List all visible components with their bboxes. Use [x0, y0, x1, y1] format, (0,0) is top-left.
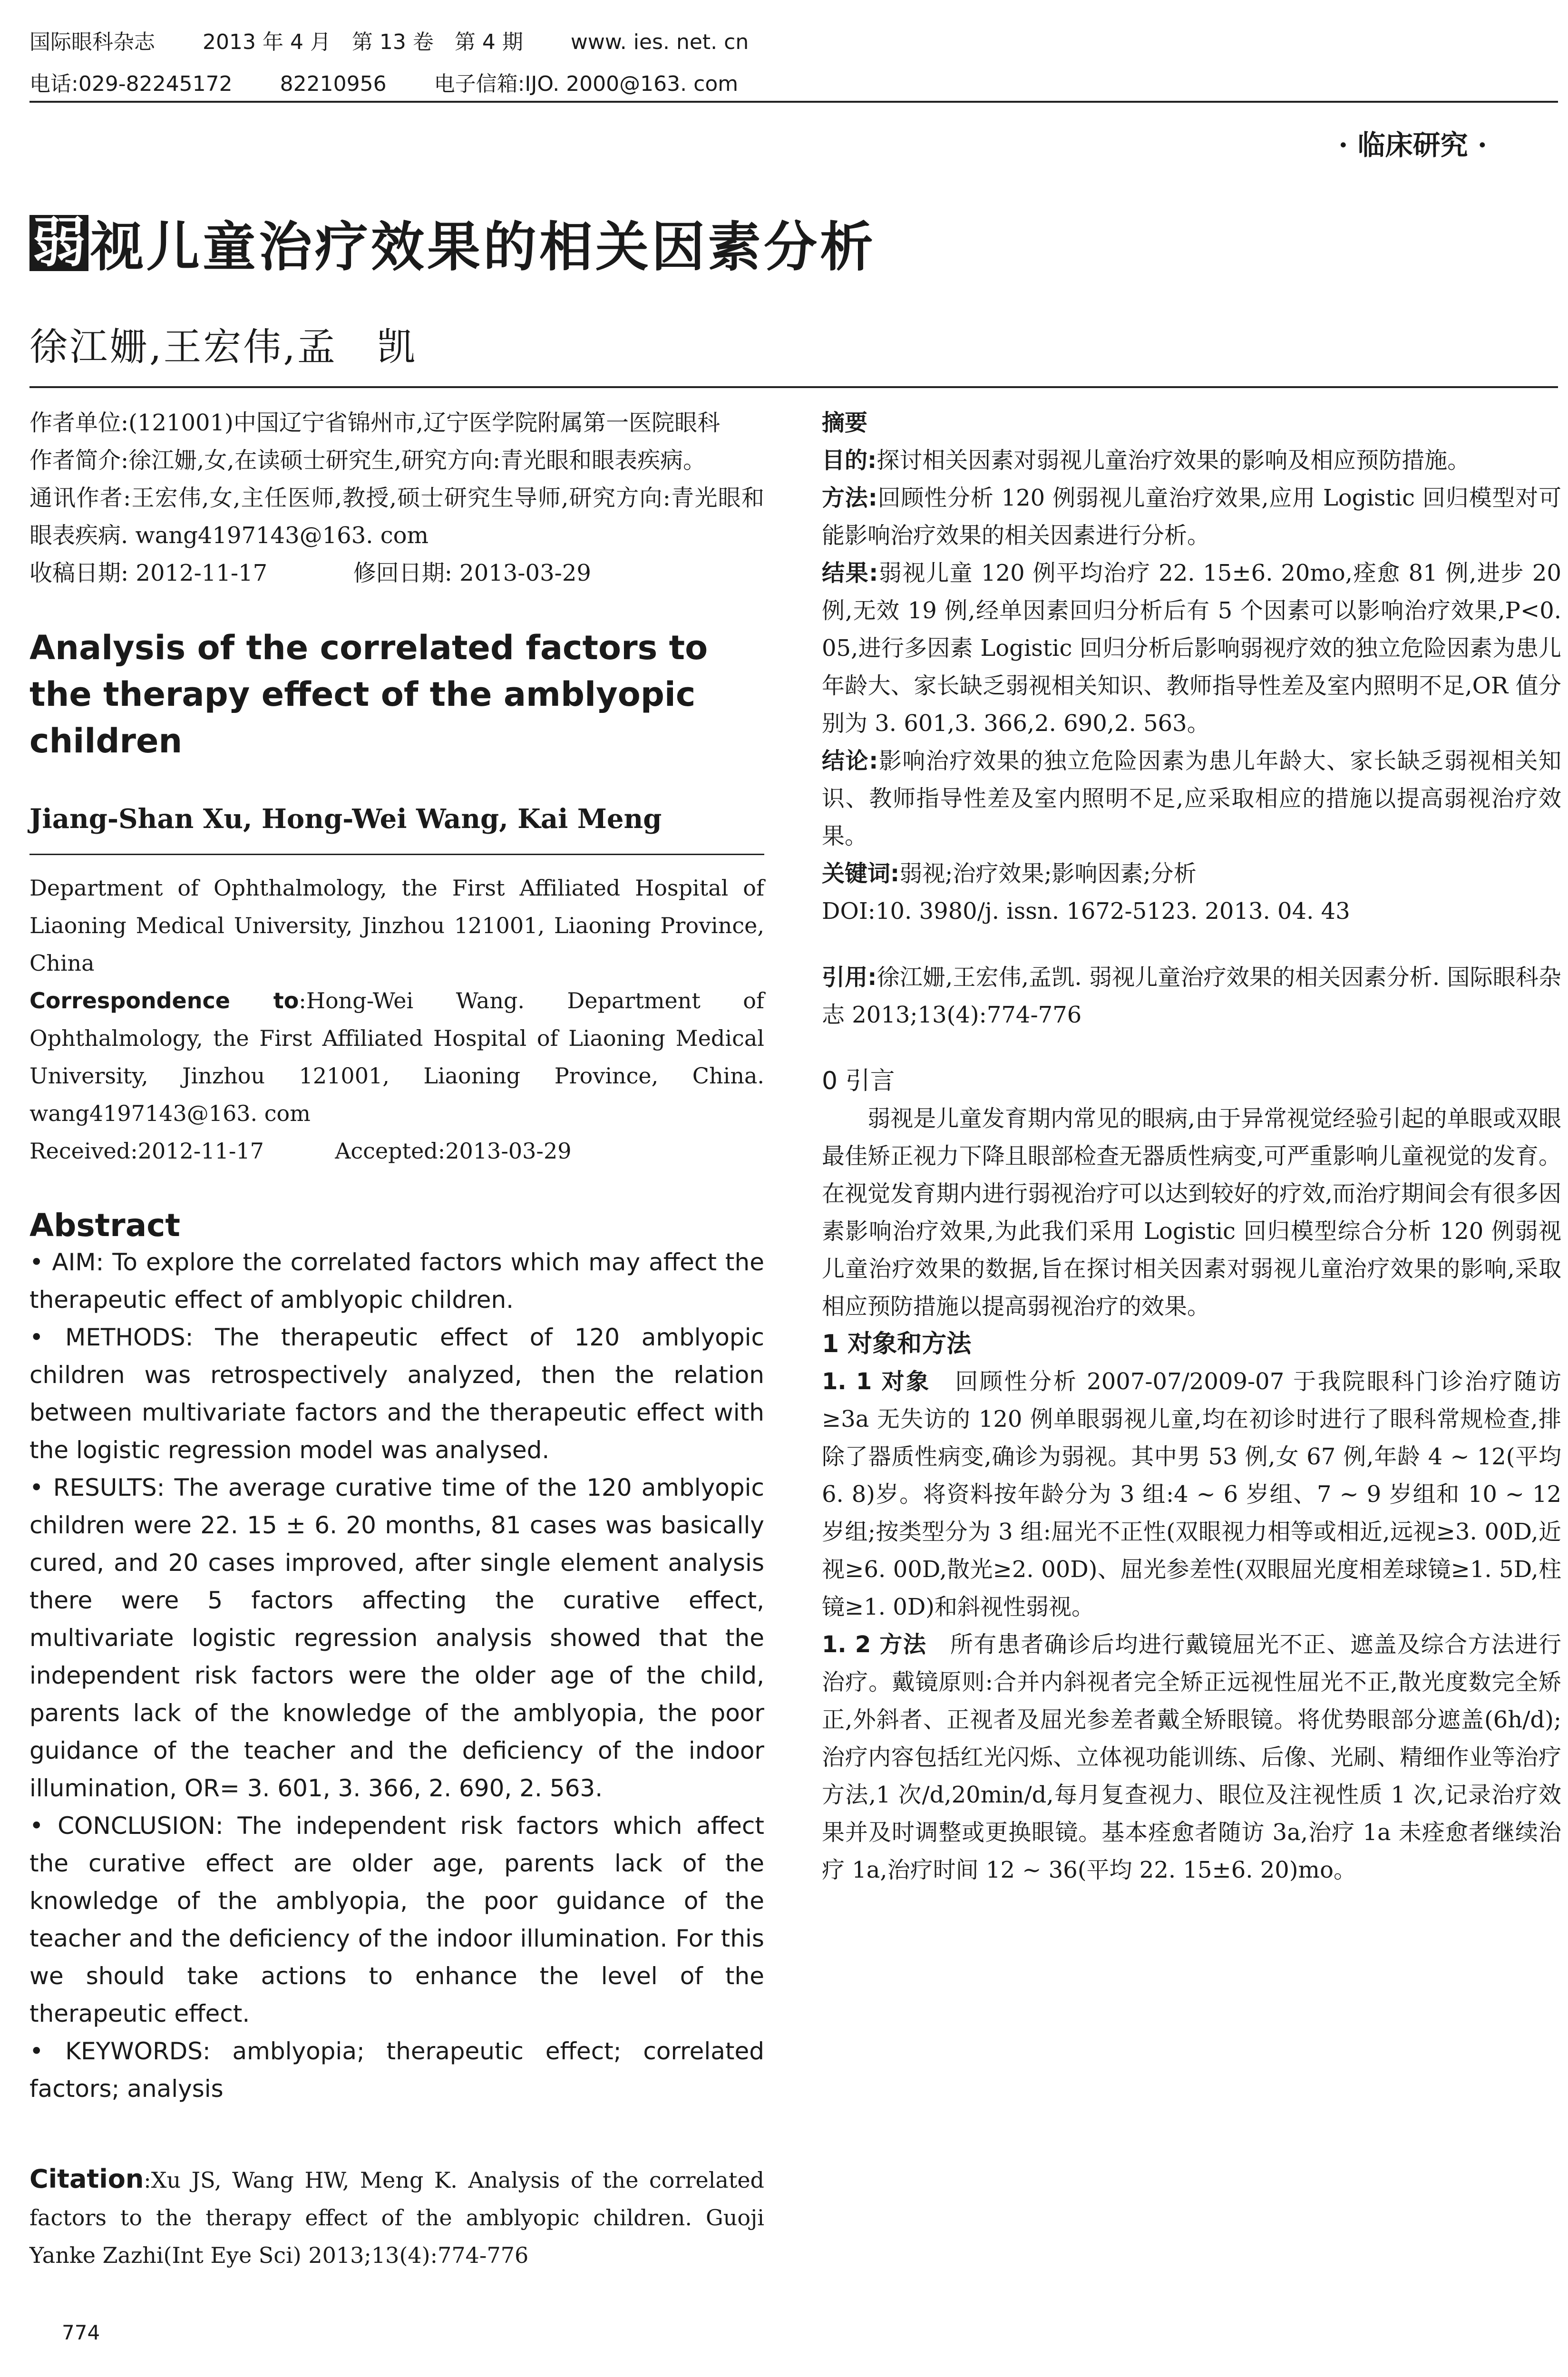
aim-label-cn: 目的:: [822, 447, 877, 474]
abstract-aim-en: • AIM: To explore the correlated factors which may affect the therapeutic effect of amblyopic children.: [29, 1248, 764, 1314]
corresponding-author: 通讯作者:王宏伟,女,主任医师,教授,硕士研究生导师,研究方向:青光眼和眼表疾病. wang4197143@163. com: [29, 485, 764, 549]
section-tag: · 临床研究 ·: [1338, 129, 1487, 161]
authors-cn: 徐江姗,王宏伟,孟 凯: [29, 325, 417, 369]
title-text: 视儿童治疗效果的相关因素分析: [90, 216, 876, 278]
intro-heading: 0 引言: [822, 1067, 895, 1095]
citation-text-en: :Xu JS, Wang HW, Meng K. Analysis of the correlated factors to the therapy effect of the amblyopic children. Guoji Yanke Zazhi(Int Eye Sci) 2013;13(4):774-776: [29, 2167, 764, 2268]
section-1-1-text: 回顾性分析 2007-07/2009-07 于我院眼科门诊治疗随访≥3a 无失访的 120 例单眼弱视儿童,均在初诊时进行了眼科常规检查,排除了器质性病变,确诊为弱视。其中男 53 例,女 67 例,年龄 4 ~ 12(平均 6. 8)岁。将资料按年龄分为 3 组:4 ~ 6 岁组、7 ~ 9 岁组和 10 ~ 12 岁组;按类型分为 3 组:屈光不正性(双眼视力相等或相近,远视≥3. 00D,近视≥6. 00D,散光≥2. 00D)、屈光参差性(双眼屈光度相差球镜≥1. 5D,柱镜≥1. 0D)和斜视性弱视。: [822, 1368, 1561, 1620]
abstract-results-cn: [822, 555, 1561, 742]
received-date-cn: 收稿日期: 2012-11-17: [29, 560, 268, 586]
journal-header-line-2: [29, 67, 779, 97]
english-affiliation: Department of Ophthalmology, the First Affiliated Hospital of Liaoning Medical University, Jinzhou 121001, Liaoning Province, China: [29, 875, 764, 976]
citation-text-cn: 徐江姗,王宏伟,孟凯. 弱视儿童治疗效果的相关因素分析. 国际眼科杂志 2013;13(4):774-776: [822, 964, 1561, 1028]
abstract-heading-cn: 摘要: [822, 409, 868, 436]
abstract-keywords-en: • KEYWORDS: amblyopia; therapeutic effect; correlated factors; analysis: [29, 2037, 764, 2103]
section-1-2-label: 1. 2 方法: [822, 1631, 927, 1658]
conclusion-label-cn: 结论:: [822, 748, 878, 774]
abstract-conclusion-en: • CONCLUSION: The independent risk factors which affect the curative effect are older age, parents lack of the knowledge of the amblyopia, the poor guidance of the teacher and the deficiency of the indoor illumination. For this we should take actions to enhance the level of the therapeutic effect.: [29, 1812, 764, 2027]
author-bio: 作者简介:徐江姗,女,在读硕士研究生,研究方向:青光眼和眼表疾病。: [29, 447, 706, 474]
keywords-text-cn: 弱视;治疗效果;影响因素;分析: [899, 860, 1197, 887]
journal-website: www. ies. net. cn: [570, 30, 749, 54]
english-title: Analysis of the correlated factors to the therapy effect of the amblyopic children: [29, 628, 708, 760]
right-column: [822, 404, 1561, 1889]
received-date-en: Received:2012-11-17: [29, 1138, 264, 1164]
english-authors: Jiang-Shan Xu, Hong-Wei Wang, Kai Meng: [29, 803, 662, 835]
section-1-2-text: 所有患者确诊后均进行戴镜屈光不正、遮盖及综合方法进行治疗。戴镜原则:合并内斜视者完全矫正远视性屈光不正,散光度数完全矫正,外斜者、正视者及屈光参差者戴全矫眼镜。将优势眼部分遮盖(6h/d);治疗内容包括红光闪烁、立体视功能训练、后像、光刷、精细作业等治疗方法,1 次/d,20min/d,每月复查视力、眼位及注视性质 1 次,记录治疗效果并及时调整或更换眼镜。基本痊愈者随访 3a,治疗 1a 未痊愈者继续治疗 1a,治疗时间 12 ~ 36(平均 22. 15±6. 20)mo。: [822, 1631, 1561, 1883]
citation-en: [29, 2160, 764, 2274]
citation-label-cn: 引用:: [822, 964, 877, 991]
revised-date-cn: 修回日期: 2013-03-29: [353, 560, 591, 586]
author-unit: 作者单位:(121001)中国辽宁省锦州市,辽宁医学院附属第一医院眼科: [29, 409, 721, 436]
header-rule: [29, 101, 1558, 103]
page-number: 774: [62, 2321, 100, 2344]
phone: 电话:029-82245172: [29, 72, 233, 96]
title-rule: [29, 386, 1558, 388]
journal-header-line-1: [29, 25, 789, 55]
abstract-results-en: • RESULTS: The average curative time of the 120 amblyopic children were 22. 15 ± 6. 20 months, 81 cases was basically cured, and 20 cases improved, after single element analysis there were 5 factors affecting the curative effect, multivariate logistic regression analysis showed that the independent risk factors were the older age of the child, parents lack of the knowledge of the amblyopia, the poor guidance of the teacher and the deficiency of the indoor illumination, OR= 3. 601, 3. 366, 2. 690, 2. 563.: [29, 1474, 764, 1802]
citation-label-en: Citation: [29, 2164, 144, 2194]
article-title: [29, 205, 876, 281]
issue-info: 2013 年 4 月 第 13 卷 第 4 期: [203, 30, 523, 54]
abstract-conclusion-cn: [822, 742, 1561, 855]
authors-rule: [29, 835, 764, 855]
methods-label-cn: 方法:: [822, 485, 877, 511]
doi: DOI:10. 3980/j. issn. 1672-5123. 2013. 04. 43: [822, 898, 1350, 925]
citation-cn: [822, 959, 1561, 1034]
abstract-heading-en: Abstract: [29, 1207, 180, 1244]
abstract-keywords-cn: [822, 855, 1561, 893]
keywords-label-cn: 关键词:: [822, 860, 900, 887]
abstract-aim-cn: [822, 442, 1561, 479]
phone2: 82210956: [280, 72, 387, 96]
section-1-2: [822, 1626, 1561, 1889]
section-1-heading: 1 对象和方法: [822, 1330, 972, 1358]
dates-cn: [29, 555, 764, 592]
left-column: [29, 404, 764, 2274]
correspondence-label: Correspondence to: [29, 988, 299, 1013]
results-text-cn: 弱视儿童 120 例平均治疗 22. 15±6. 20mo,痊愈 81 例,进步 20 例,无效 19 例,经单因素回归分析后有 5 个因素可以影响治疗效果,P<0. 05,进行多因素 Logistic 回归分析后影响弱视疗效的独立危险因素为患儿年龄大、家长缺乏弱视相关知识、教师指导性差及室内照明不足,OR 值分别为 3. 601,3. 366,2. 690,2. 563。: [822, 560, 1562, 737]
english-correspondence: [29, 982, 764, 1132]
section-1-1-label: 1. 1 对象: [822, 1368, 931, 1395]
aim-text-cn: 探讨相关因素对弱视儿童治疗效果的影响及相应预防措施。: [877, 447, 1471, 474]
methods-text-cn: 回顾性分析 120 例弱视儿童治疗效果,应用 Logistic 回归模型对可能影响治疗效果的相关因素进行分析。: [822, 485, 1561, 549]
accepted-date-en: Accepted:2013-03-29: [335, 1138, 572, 1164]
conclusion-text-cn: 影响治疗效果的独立危险因素为患儿年龄大、家长缺乏弱视相关知识、教师指导性差及室内照明不足,应采取相应的措施以提高弱视治疗效果。: [822, 748, 1561, 849]
english-dates: [29, 1132, 764, 1170]
section-1-1: [822, 1363, 1561, 1626]
correspondence-text: :Hong-Wei Wang. Department of Ophthalmology, the First Affiliated Hospital of Liaoning Medical University, Jinzhou 121001, Liaoning Province, China. wang4197143@163. com: [29, 988, 764, 1126]
email: 电子信箱:IJO. 2000@163. com: [434, 72, 739, 96]
intro-paragraph: 弱视是儿童发育期内常见的眼病,由于异常视觉经验引起的单眼或双眼最佳矫正视力下降且眼部检查无器质性病变,可严重影响儿童视觉的发育。在视觉发育期内进行弱视治疗可以达到较好的疗效,而治疗期间会有很多因素影响治疗效果,为此我们采用 Logistic 回归模型综合分析 120 例弱视儿童治疗效果的数据,旨在探讨相关因素对弱视儿童治疗效果的影响,采取相应预防措施以提高弱视治疗的效果。: [822, 1105, 1561, 1320]
abstract-methods-en: • METHODS: The therapeutic effect of 120 amblyopic children was retrospectively analyzed, then the relation between multivariate factors and the therapeutic effect with the logistic regression model was analysed.: [29, 1324, 764, 1464]
journal-name: 国际眼科杂志: [29, 30, 155, 54]
results-label-cn: 结果:: [822, 560, 878, 586]
abstract-methods-cn: [822, 479, 1561, 555]
title-first-char: 弱: [29, 215, 88, 271]
